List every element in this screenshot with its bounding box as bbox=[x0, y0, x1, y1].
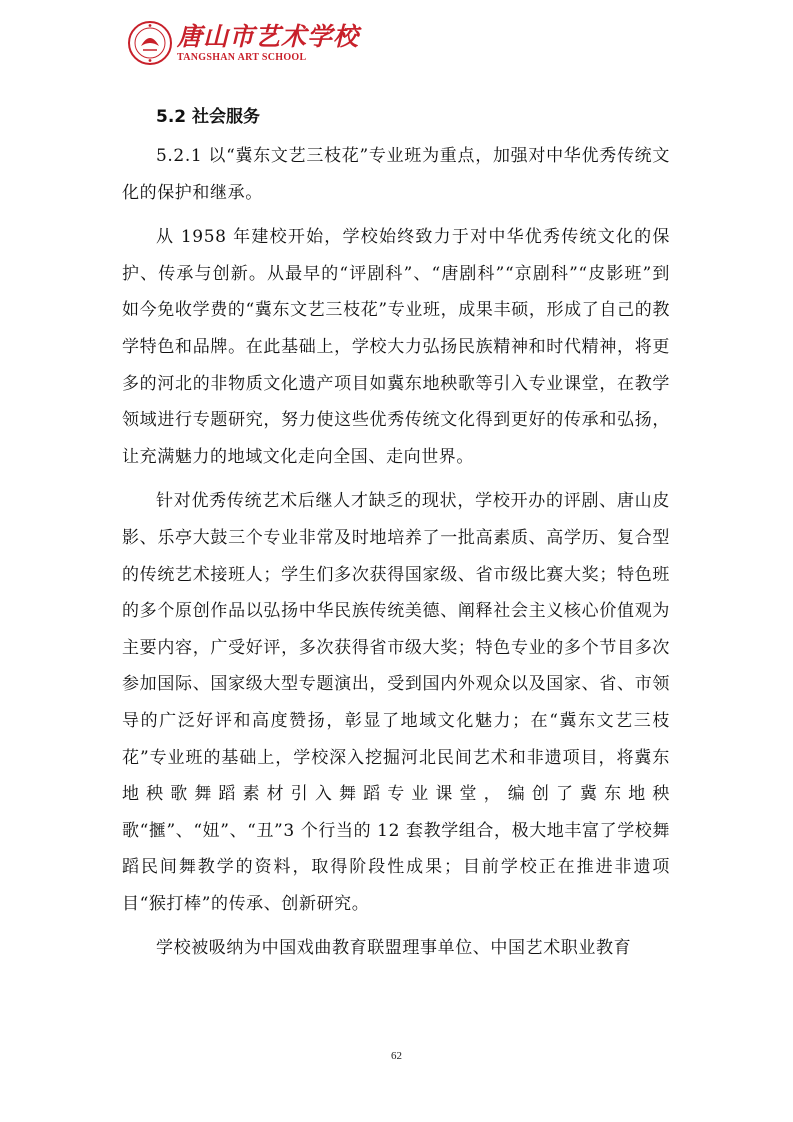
page-number: 62 bbox=[391, 1050, 402, 1062]
school-seal-icon bbox=[127, 20, 173, 66]
section-title: 5.2 社会服务 bbox=[156, 107, 261, 127]
school-brand bbox=[177, 23, 359, 64]
paragraph-membership: 学校被吸纳为中国戏曲教育联盟理事单位、中国艺术职业教育 bbox=[156, 938, 632, 959]
page-content bbox=[122, 100, 670, 967]
paragraph-intro: 5.2.1 以“冀东文艺三枝花”专业班为重点，加强对中华优秀传统文化的保护和继承。 bbox=[122, 146, 670, 203]
paragraph-history: 从 1958 年建校开始，学校始终致力于对中华优秀传统文化的保护、传承与创新。从最早的“评剧科”、“唐剧科”“京剧科”“皮影班”到如今免收学费的“冀东文艺三枝花”专业班，成果丰硕，形成了自己的教学特色和品牌。在此基础上，学校大力弘扬民族精神和时代精神，将更多的河北的非物质文化遗产项目如冀东地秧歌等引入专业课堂，在教学领域进行专题研究，努力使这些优秀传统文化得到更好的传承和弘扬，让充满魅力的地域文化走向全国、走向世界。 bbox=[122, 227, 670, 467]
paragraph-achievements: 针对优秀传统艺术后继人才缺乏的现状，学校开办的评剧、唐山皮影、乐亭大鼓三个专业非常及时地培养了一批高素质、高学历、复合型的传统艺术接班人；学生们多次获得国家级、省市级比赛大奖；特色班的多个原创作品以弘扬中华民族传统美德、阐释社会主义核心价值观为主要内容，广受好评，多次获得省市级大奖；特色专业的多个节目多次参加国际、国家级大型专题演出，受到国内外观众以及国家、省、市领导的广泛好评和高度赞扬，彰显了地域文化魅力；在“冀东文艺三枝花”专业班的基础上，学校深入挖掘河北民间艺术和非遗项目，将冀东地秧歌舞蹈素材引入舞蹈专业课堂，编创了冀东地秧歌“擓”、“妞”、“丑”3 个行当的 12 套教学组合，极大地丰富了学校舞蹈民间舞教学的资料，取得阶段性成果；目前学校正在推进非遗项目“猴打棒”的传承、创新研究。 bbox=[122, 491, 671, 914]
page-header bbox=[127, 18, 359, 68]
school-name-cn: 唐山市艺术学校 bbox=[177, 21, 360, 51]
school-name-en: TANGSHAN ART SCHOOL bbox=[177, 51, 307, 63]
